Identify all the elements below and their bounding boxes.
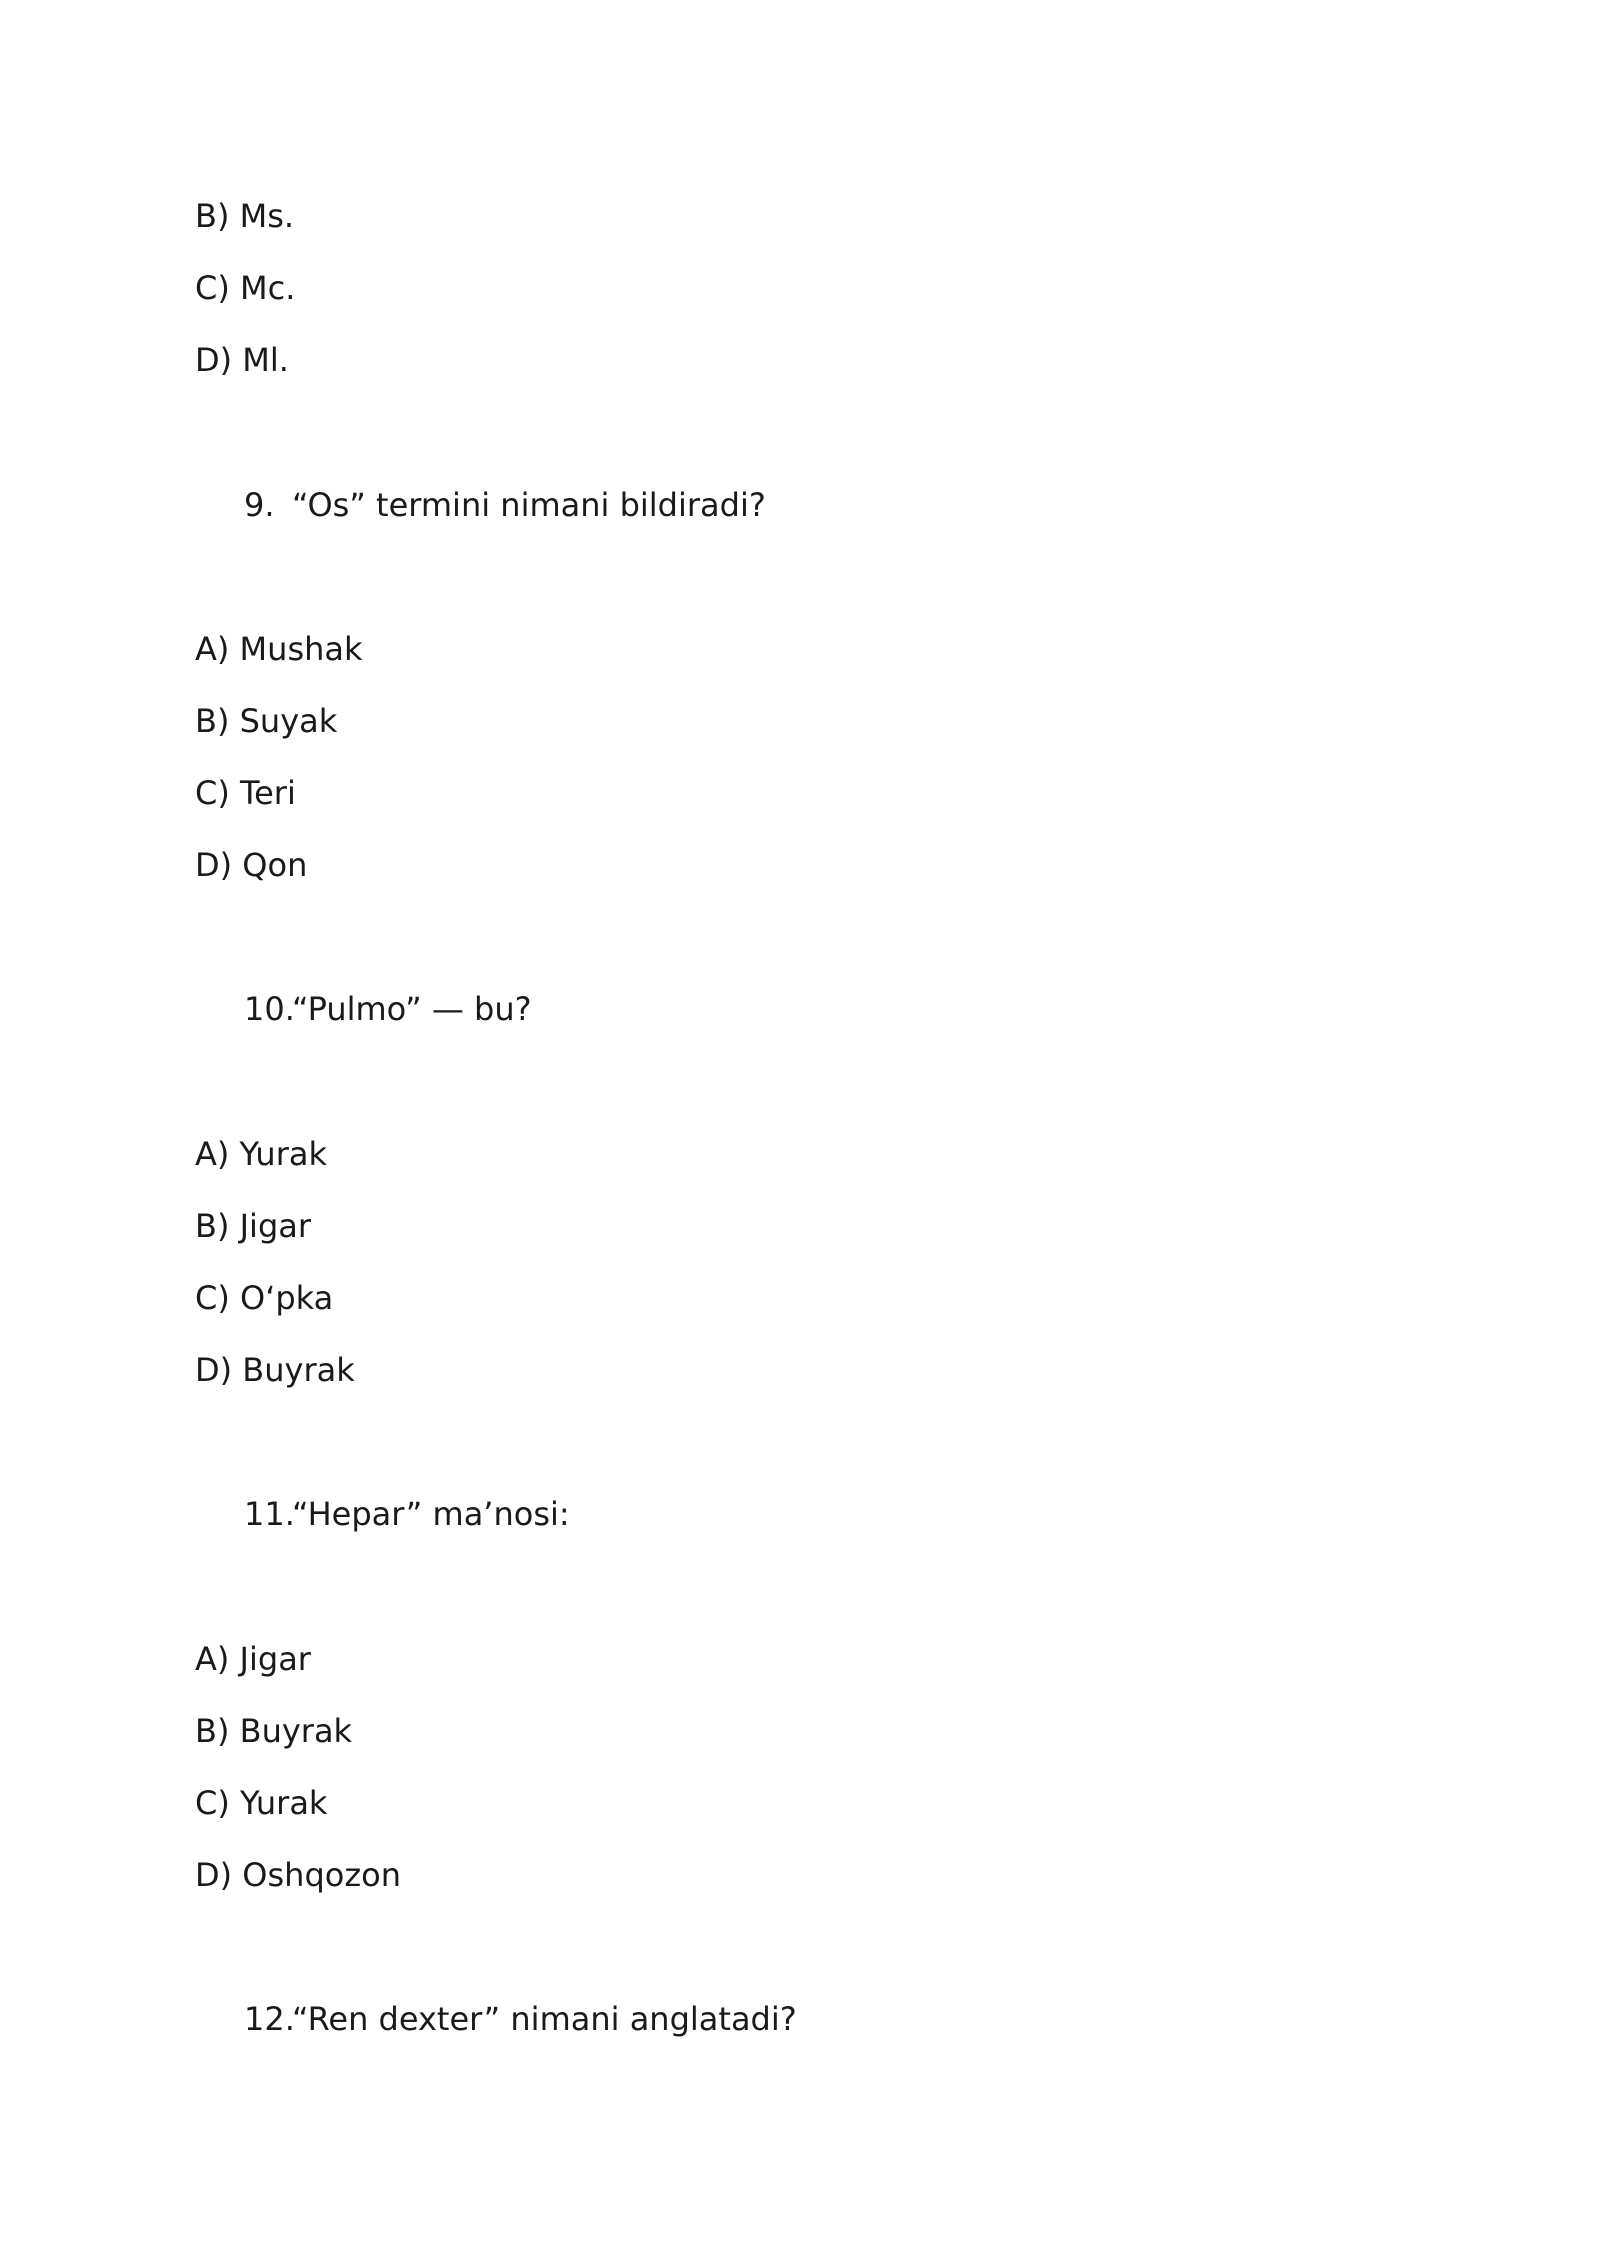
option-letter: C) (195, 774, 230, 812)
option-text: Ml. (242, 341, 289, 379)
option-c (195, 1783, 327, 1823)
option-a (195, 1639, 311, 1679)
option-letter: A) (195, 1640, 230, 1678)
option-text: Buyrak (239, 1712, 353, 1750)
option-a (195, 629, 363, 669)
option-text: Ms. (239, 197, 295, 235)
question-12 (244, 1999, 797, 2039)
option-c (195, 268, 295, 308)
option-b (195, 1206, 311, 1246)
question-9 (244, 485, 766, 525)
option-text: O‘pka (240, 1279, 334, 1317)
question-number: 10. (244, 990, 295, 1028)
option-text: Suyak (239, 702, 338, 740)
option-d (195, 340, 289, 380)
question-11 (244, 1494, 570, 1534)
question-number: 11. (244, 1495, 295, 1533)
option-letter: B) (195, 702, 230, 740)
question-text: “Ren dexter” nimani anglatadi? (292, 2000, 797, 2038)
question-text: “Os” termini nimani bildiradi? (292, 486, 766, 524)
option-letter: D) (195, 341, 233, 379)
option-letter: C) (195, 1279, 230, 1317)
option-text: Qon (242, 846, 308, 884)
option-text: Buyrak (242, 1351, 355, 1389)
option-b (195, 1711, 352, 1751)
option-letter: D) (195, 1856, 233, 1894)
question-number: 9. (244, 486, 275, 524)
option-letter: B) (195, 1712, 230, 1750)
option-letter: D) (195, 846, 233, 884)
option-c (195, 1278, 333, 1318)
question-text: “Hepar” ma’nosi: (292, 1495, 570, 1533)
option-letter: C) (195, 269, 230, 307)
option-letter: D) (195, 1351, 233, 1389)
option-text: Yurak (239, 1135, 327, 1173)
option-text: Jigar (239, 1207, 312, 1245)
option-text: Mushak (239, 630, 363, 668)
option-text: Yurak (240, 1784, 328, 1822)
option-a (195, 1134, 327, 1174)
option-d (195, 1350, 355, 1390)
question-text: “Pulmo” — bu? (292, 990, 532, 1028)
option-letter: B) (195, 197, 230, 235)
option-text: Mc. (240, 269, 296, 307)
option-b (195, 701, 337, 741)
question-number: 12. (244, 2000, 295, 2038)
option-text: Jigar (239, 1640, 311, 1678)
option-text: Teri (240, 774, 296, 812)
option-text: Oshqozon (242, 1856, 401, 1894)
option-b (195, 196, 294, 236)
option-d (195, 1855, 401, 1895)
option-letter: C) (195, 1784, 230, 1822)
option-c (195, 773, 296, 813)
option-d (195, 845, 307, 885)
question-10 (244, 989, 532, 1029)
option-letter: A) (195, 630, 230, 668)
option-letter: B) (195, 1207, 230, 1245)
option-letter: A) (195, 1135, 230, 1173)
